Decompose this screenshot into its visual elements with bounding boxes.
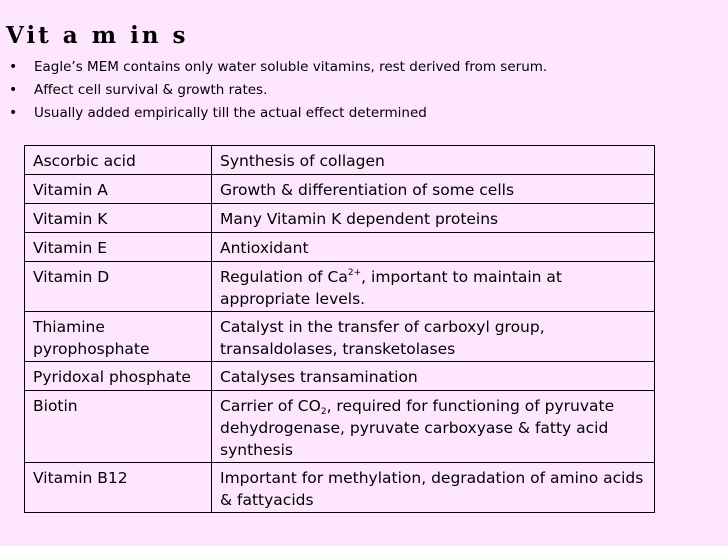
role-text: Regulation of Ca <box>220 268 348 286</box>
bullet-item: • Eagle’s MEM contains only water soluble vitamins, rest derived from serum. <box>8 56 547 79</box>
vitamin-name: Pyridoxal phosphate <box>25 362 212 391</box>
vitamin-name: Vitamin K <box>25 204 212 233</box>
table-row <box>25 204 655 233</box>
vitamin-role <box>212 262 655 312</box>
role-text: , required for functioning of pyruvate dehydrogenase, pyruvate carboxyase & fatty acid synthesis <box>220 397 615 459</box>
role-text: , important to maintain at appropriate levels. <box>220 268 562 308</box>
table-row <box>25 262 655 312</box>
table-row <box>25 175 655 204</box>
bullet-item: • Usually added empirically till the actual effect determined <box>8 102 547 125</box>
vitamin-name: Vitamin D <box>25 262 212 312</box>
table-row <box>25 233 655 262</box>
table-row <box>25 463 655 513</box>
subscript-number: 2 <box>320 407 327 417</box>
vitamin-name: Ascorbic acid <box>25 146 212 175</box>
superscript-charge: 2+ <box>347 268 362 278</box>
bullet-list <box>8 56 547 125</box>
slide-title: Vit a m in s <box>6 22 189 49</box>
vitamin-role: Synthesis of collagen <box>212 146 655 175</box>
vitamin-name: Vitamin A <box>25 175 212 204</box>
vitamin-name: Biotin <box>25 391 212 463</box>
vitamin-name: Vitamin B12 <box>25 463 212 513</box>
vitamin-role: Important for methylation, degradation of amino acids & fattyacids <box>212 463 655 513</box>
bullet-item: • Affect cell survival & growth rates. <box>8 79 547 102</box>
role-text: Carrier of CO <box>220 397 321 415</box>
table-row <box>25 146 655 175</box>
table-row <box>25 312 655 362</box>
vitamin-name: Thiamine pyrophosphate <box>25 312 212 362</box>
table-row <box>25 362 655 391</box>
vitamin-role <box>212 391 655 463</box>
vitamin-role: Catalyst in the transfer of carboxyl group, transaldolases, transketolases <box>212 312 655 362</box>
vitamin-role: Catalyses transamination <box>212 362 655 391</box>
vitamin-role: Growth & differentiation of some cells <box>212 175 655 204</box>
vitamin-role: Many Vitamin K dependent proteins <box>212 204 655 233</box>
vitamin-name: Vitamin E <box>25 233 212 262</box>
vitamins-table <box>24 145 655 513</box>
table-row <box>25 391 655 463</box>
vitamin-role: Antioxidant <box>212 233 655 262</box>
